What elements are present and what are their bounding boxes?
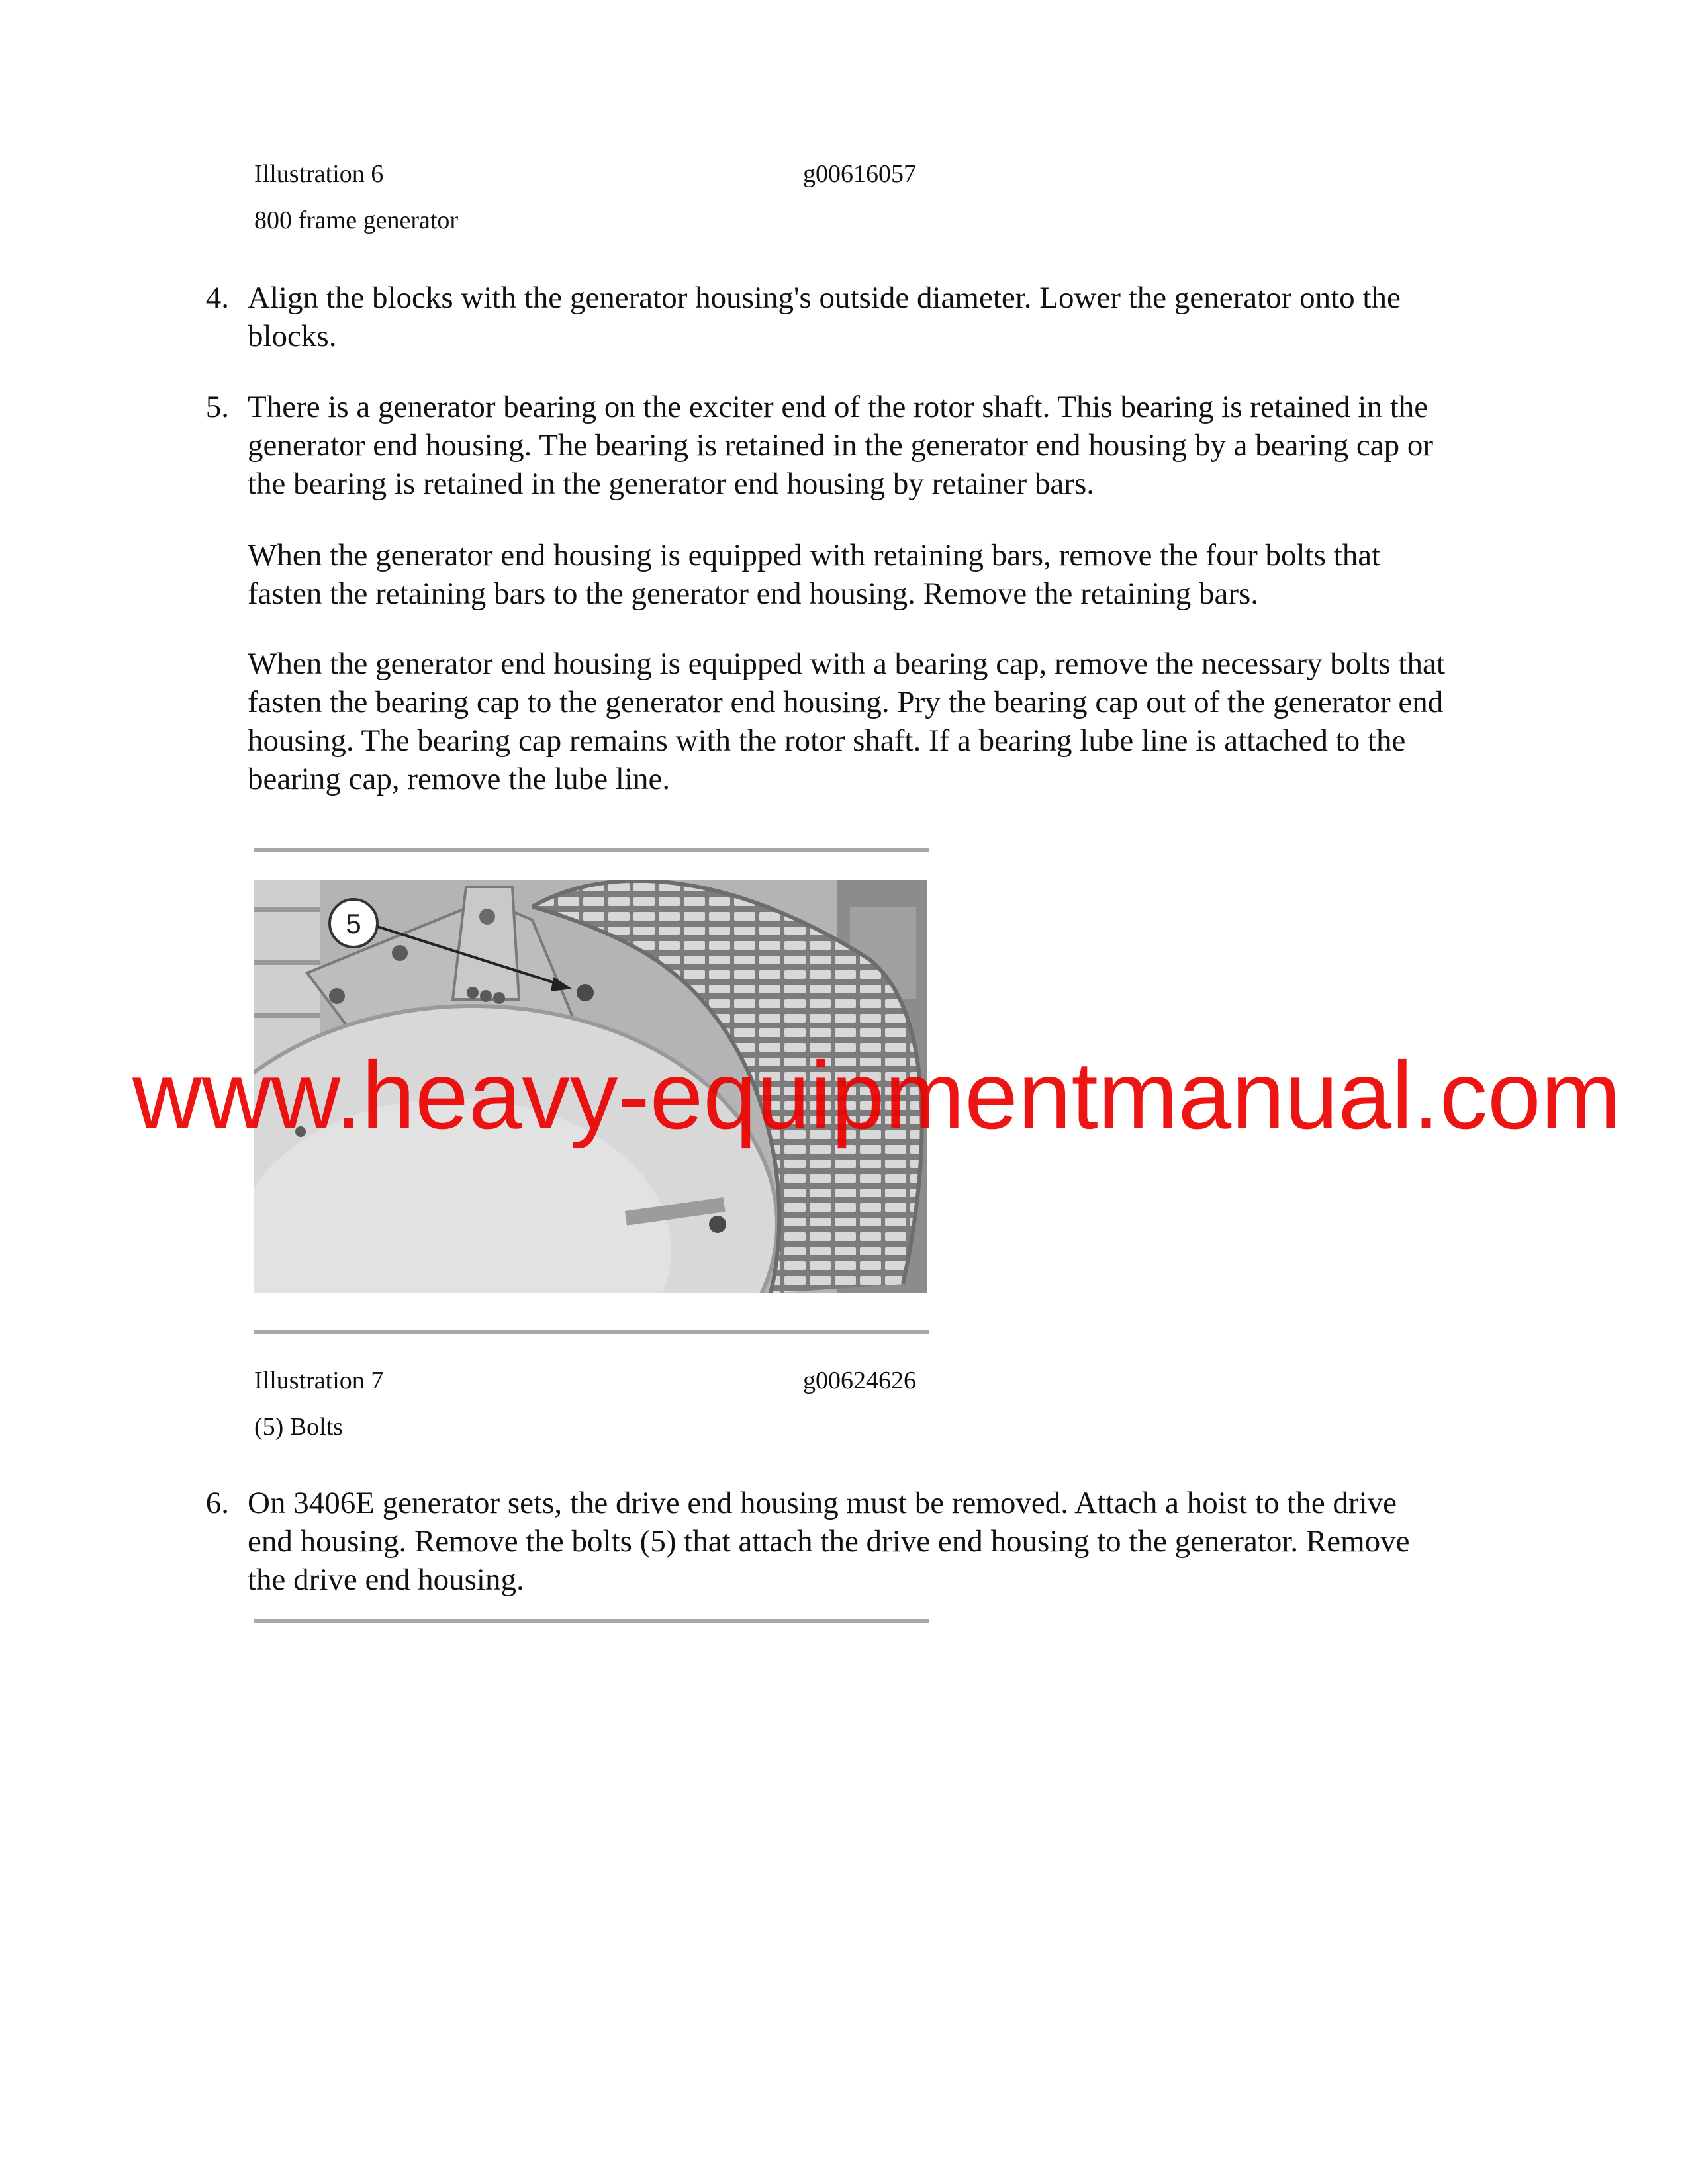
paragraph-line: fasten the retaining bars to the generator end housing. Remove the retaining bars. bbox=[248, 576, 1259, 611]
illustration-7-label: Illustration 7 bbox=[254, 1367, 384, 1394]
step-4-text bbox=[248, 279, 1545, 355]
step-6-text bbox=[248, 1484, 1545, 1599]
illustration-6-caption: 800 frame generator bbox=[254, 206, 459, 234]
step-6-line: end housing. Remove the bolts (5) that attach the drive end housing to the generator. Remove bbox=[248, 1524, 1410, 1559]
figure-bottom-rule bbox=[254, 1330, 929, 1334]
step-5-line: There is a generator bearing on the exciter end of the rotor shaft. This bearing is retained in the bbox=[248, 390, 1429, 424]
step-4-line: blocks. bbox=[248, 319, 337, 353]
watermark-url: www.heavy-equipmentmanual.com bbox=[132, 1042, 1621, 1149]
step-5-number: 5. bbox=[205, 390, 229, 424]
step-6-line: the drive end housing. bbox=[248, 1563, 524, 1597]
illustration-7-code: g00624626 bbox=[803, 1367, 916, 1394]
step-5-line: generator end housing. The bearing is retained in the generator end housing by a bearing cap or bbox=[248, 428, 1434, 463]
step-6-number: 6. bbox=[205, 1486, 229, 1520]
paragraph-line: When the generator end housing is equipped with retaining bars, remove the four bolts that bbox=[248, 538, 1381, 572]
callout-5-label: 5 bbox=[346, 908, 361, 939]
paragraph-line: When the generator end housing is equipped with a bearing cap, remove the necessary bolts that bbox=[248, 647, 1445, 681]
step-5-paragraph-2 bbox=[248, 536, 1545, 613]
figure-top-rule bbox=[254, 848, 929, 852]
illustration-7-caption: (5) Bolts bbox=[254, 1413, 344, 1441]
illustration-6-label: Illustration 6 bbox=[254, 160, 384, 188]
paragraph-line: fasten the bearing cap to the generator end housing. Pry the bearing cap out of the generator end bbox=[248, 685, 1444, 719]
step-5-text bbox=[248, 388, 1545, 503]
step-5-paragraph-3 bbox=[248, 645, 1545, 798]
illustration-6-code: g00616057 bbox=[803, 160, 916, 188]
step-5-line: the bearing is retained in the generator end housing by retainer bars. bbox=[248, 467, 1094, 501]
end-rule bbox=[254, 1619, 929, 1623]
step-4-line: Align the blocks with the generator housing's outside diameter. Lower the generator onto the bbox=[248, 281, 1401, 315]
step-4-number: 4. bbox=[205, 281, 229, 315]
step-6-line: On 3406E generator sets, the drive end housing must be removed. Attach a hoist to the drive bbox=[248, 1486, 1397, 1520]
paragraph-line: bearing cap, remove the lube line. bbox=[248, 762, 671, 796]
paragraph-line: housing. The bearing cap remains with the rotor shaft. If a bearing lube line is attached to the bbox=[248, 723, 1406, 758]
